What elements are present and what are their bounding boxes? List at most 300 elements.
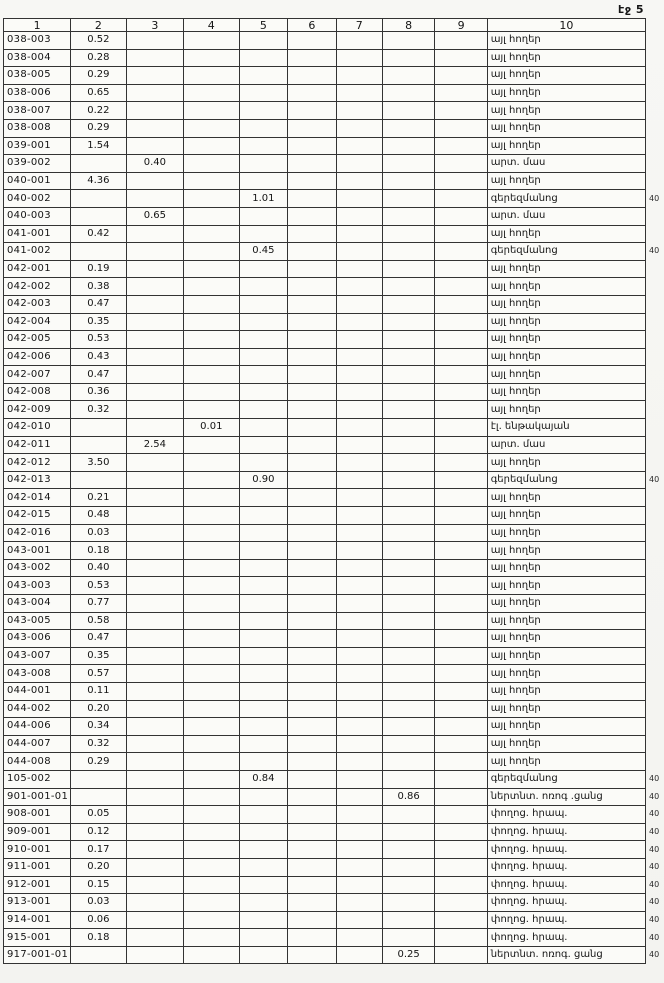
area-value-cell — [126, 735, 183, 753]
parcel-code-cell: 043-001 — [4, 542, 71, 560]
margin-note — [645, 454, 663, 472]
area-value-cell — [382, 366, 435, 384]
parcel-code-cell: 910-001 — [4, 841, 71, 859]
margin-note — [645, 278, 663, 296]
margin-note — [645, 401, 663, 419]
area-value-cell — [71, 436, 126, 454]
area-value-cell — [435, 700, 487, 718]
area-value-cell — [288, 84, 336, 102]
area-value-cell — [336, 401, 382, 419]
area-value-cell: 0.12 — [71, 823, 126, 841]
parcel-code-cell: 038-003 — [4, 32, 71, 50]
area-value-cell — [336, 507, 382, 525]
parcel-code-cell: 909-001 — [4, 823, 71, 841]
area-value-cell — [288, 313, 336, 331]
area-value-cell: 0.29 — [71, 753, 126, 771]
area-value-cell: 0.18 — [71, 542, 126, 560]
area-value-cell — [382, 735, 435, 753]
area-value-cell: 0.42 — [71, 225, 126, 243]
area-value-cell — [336, 383, 382, 401]
land-use-cell: գերեզմանոց — [487, 243, 645, 261]
area-value-cell — [336, 454, 382, 472]
area-value-cell — [288, 612, 336, 630]
area-value-cell — [336, 102, 382, 120]
area-value-cell — [336, 718, 382, 736]
land-use-cell: այլ հողեր — [487, 577, 645, 595]
margin-note: 40 — [648, 774, 660, 784]
area-value-cell — [239, 612, 288, 630]
table-row — [4, 929, 664, 947]
area-value-cell — [435, 172, 487, 190]
margin-note: 40 — [648, 862, 660, 872]
area-value-cell — [239, 49, 288, 67]
area-value-cell — [435, 383, 487, 401]
area-value-cell — [239, 260, 288, 278]
area-value-cell — [382, 155, 435, 173]
area-value-cell — [239, 119, 288, 137]
margin-note — [645, 507, 663, 525]
area-value-cell — [239, 735, 288, 753]
land-use-cell: այլ հողեր — [487, 630, 645, 648]
margin-note: 40 — [648, 827, 660, 837]
area-value-cell — [435, 753, 487, 771]
area-value-cell — [435, 806, 487, 824]
table-row — [4, 841, 664, 859]
area-value-cell — [336, 260, 382, 278]
area-value-cell — [126, 137, 183, 155]
area-value-cell — [288, 894, 336, 912]
area-value-cell — [239, 647, 288, 665]
area-value-cell — [382, 295, 435, 313]
land-use-cell: այլ հողեր — [487, 49, 645, 67]
table-row — [4, 735, 664, 753]
area-value-cell — [288, 278, 336, 296]
area-value-cell — [184, 84, 239, 102]
area-value-cell — [336, 788, 382, 806]
area-value-cell: 0.53 — [71, 577, 126, 595]
margin-note — [645, 366, 663, 384]
area-value-cell — [184, 647, 239, 665]
area-value-cell — [126, 858, 183, 876]
area-value-cell — [382, 207, 435, 225]
column-header: 9 — [435, 19, 487, 32]
parcel-code-cell: 043-003 — [4, 577, 71, 595]
parcel-code-cell: 042-007 — [4, 366, 71, 384]
area-value-cell — [239, 524, 288, 542]
table-row — [4, 102, 664, 120]
area-value-cell — [336, 682, 382, 700]
area-value-cell — [184, 665, 239, 683]
area-value-cell — [288, 858, 336, 876]
parcel-code-cell: 044-006 — [4, 718, 71, 736]
area-value-cell — [288, 243, 336, 261]
margin-note — [645, 630, 663, 648]
table-row — [4, 911, 664, 929]
area-value-cell — [288, 155, 336, 173]
parcel-code-cell: 040-002 — [4, 190, 71, 208]
area-value-cell — [184, 471, 239, 489]
area-value-cell — [184, 841, 239, 859]
area-value-cell — [71, 419, 126, 437]
margin-note: 40 — [648, 193, 660, 203]
margin-note — [645, 718, 663, 736]
area-value-cell — [184, 331, 239, 349]
area-value-cell — [382, 630, 435, 648]
area-value-cell: 0.35 — [71, 647, 126, 665]
margin-note — [645, 260, 663, 278]
area-value-cell — [239, 454, 288, 472]
area-value-cell — [435, 735, 487, 753]
area-value-cell — [126, 542, 183, 560]
column-header: 8 — [382, 19, 435, 32]
area-value-cell — [126, 718, 183, 736]
area-value-cell: 0.36 — [71, 383, 126, 401]
table-row — [4, 507, 664, 525]
area-value-cell — [382, 190, 435, 208]
area-value-cell — [239, 401, 288, 419]
margin-note: 40 — [648, 791, 660, 801]
area-value-cell — [239, 102, 288, 120]
table-row — [4, 559, 664, 577]
area-value-cell — [336, 84, 382, 102]
margin-note: 40 — [648, 809, 660, 819]
table-row — [4, 436, 664, 454]
table-row — [4, 243, 664, 261]
land-use-cell: այլ հողեր — [487, 682, 645, 700]
area-value-cell — [184, 718, 239, 736]
area-value-cell — [288, 366, 336, 384]
land-use-cell: գերեզմանոց — [487, 190, 645, 208]
area-value-cell — [336, 190, 382, 208]
table-row — [4, 700, 664, 718]
area-value-cell — [382, 225, 435, 243]
area-value-cell — [435, 401, 487, 419]
area-value-cell: 0.20 — [71, 858, 126, 876]
area-value-cell — [382, 753, 435, 771]
area-value-cell — [382, 700, 435, 718]
area-value-cell — [435, 542, 487, 560]
area-value-cell — [336, 331, 382, 349]
area-value-cell — [126, 32, 183, 50]
area-value-cell: 0.05 — [71, 806, 126, 824]
area-value-cell: 0.45 — [239, 243, 288, 261]
margin-note — [645, 331, 663, 349]
margin-note — [645, 524, 663, 542]
margin-note — [645, 753, 663, 771]
area-value-cell — [288, 119, 336, 137]
area-value-cell — [126, 612, 183, 630]
area-value-cell: 0.28 — [71, 49, 126, 67]
land-use-cell: փողոց. հրապ. — [487, 929, 645, 947]
area-value-cell — [288, 806, 336, 824]
table-row — [4, 207, 664, 225]
area-value-cell — [239, 911, 288, 929]
margin-note — [645, 647, 663, 665]
area-value-cell — [288, 735, 336, 753]
area-value-cell — [239, 507, 288, 525]
area-value-cell — [382, 436, 435, 454]
area-value-cell — [382, 858, 435, 876]
land-use-cell: այլ հողեր — [487, 102, 645, 120]
parcel-code-cell: 042-003 — [4, 295, 71, 313]
area-value-cell: 0.86 — [382, 788, 435, 806]
area-value-cell — [184, 700, 239, 718]
table-row — [4, 331, 664, 349]
parcel-code-cell: 901-001-01 — [4, 788, 71, 806]
area-value-cell: 0.25 — [382, 946, 435, 964]
area-value-cell — [184, 436, 239, 454]
area-value-cell — [382, 84, 435, 102]
area-value-cell — [126, 806, 183, 824]
area-value-cell — [288, 700, 336, 718]
area-value-cell — [184, 260, 239, 278]
area-value-cell — [239, 682, 288, 700]
margin-note: 40 — [648, 932, 660, 942]
area-value-cell — [435, 278, 487, 296]
area-value-cell — [184, 155, 239, 173]
area-value-cell — [184, 295, 239, 313]
area-value-cell — [288, 577, 336, 595]
area-value-cell — [288, 595, 336, 613]
area-value-cell — [382, 823, 435, 841]
area-value-cell — [435, 454, 487, 472]
margin-note — [645, 577, 663, 595]
area-value-cell — [288, 260, 336, 278]
area-value-cell — [435, 155, 487, 173]
area-value-cell — [288, 331, 336, 349]
area-value-cell — [126, 665, 183, 683]
table-row — [4, 295, 664, 313]
table-row — [4, 137, 664, 155]
area-value-cell — [126, 682, 183, 700]
area-value-cell — [382, 454, 435, 472]
land-use-cell: այլ հողեր — [487, 524, 645, 542]
parcel-code-cell: 038-005 — [4, 67, 71, 85]
area-value-cell — [435, 630, 487, 648]
margin-note — [645, 595, 663, 613]
area-value-cell: 4.36 — [71, 172, 126, 190]
area-value-cell — [184, 823, 239, 841]
table-row — [4, 225, 664, 243]
table-row — [4, 876, 664, 894]
land-use-cell: ներտնտ. ոռոգ. ցանց — [487, 946, 645, 964]
area-value-cell — [288, 911, 336, 929]
land-use-cell: այլ հողեր — [487, 559, 645, 577]
area-value-cell: 1.54 — [71, 137, 126, 155]
parcel-code-cell: 044-007 — [4, 735, 71, 753]
parcel-code-cell: 042-004 — [4, 313, 71, 331]
area-value-cell — [184, 243, 239, 261]
area-value-cell — [382, 243, 435, 261]
area-value-cell: 0.47 — [71, 366, 126, 384]
land-use-cell: այլ հողեր — [487, 542, 645, 560]
area-value-cell — [336, 243, 382, 261]
area-value-cell: 0.32 — [71, 401, 126, 419]
area-value-cell — [336, 419, 382, 437]
land-use-cell: այլ հողեր — [487, 401, 645, 419]
area-value-cell — [239, 436, 288, 454]
area-value-cell — [126, 823, 183, 841]
area-value-cell — [382, 841, 435, 859]
area-value-cell — [288, 559, 336, 577]
area-value-cell — [435, 507, 487, 525]
table-row — [4, 823, 664, 841]
area-value-cell — [288, 665, 336, 683]
area-value-cell: 0.52 — [71, 32, 126, 50]
area-value-cell — [239, 137, 288, 155]
margin-note — [645, 682, 663, 700]
area-value-cell — [435, 190, 487, 208]
area-value-cell: 0.90 — [239, 471, 288, 489]
area-value-cell — [435, 137, 487, 155]
area-value-cell — [184, 735, 239, 753]
area-value-cell — [239, 84, 288, 102]
area-value-cell — [184, 929, 239, 947]
area-value-cell — [336, 313, 382, 331]
parcel-code-cell: 917-001-01 — [4, 946, 71, 964]
area-value-cell — [288, 225, 336, 243]
parcel-code-cell: 043-002 — [4, 559, 71, 577]
area-value-cell — [126, 647, 183, 665]
area-value-cell — [336, 155, 382, 173]
parcel-code-cell: 043-006 — [4, 630, 71, 648]
parcel-code-cell: 041-001 — [4, 225, 71, 243]
land-use-cell: այլ հողեր — [487, 331, 645, 349]
area-value-cell — [239, 700, 288, 718]
area-value-cell — [126, 894, 183, 912]
area-value-cell: 0.77 — [71, 595, 126, 613]
table-row — [4, 753, 664, 771]
table-row — [4, 577, 664, 595]
area-value-cell — [239, 295, 288, 313]
parcel-code-cell: 913-001 — [4, 894, 71, 912]
area-value-cell: 0.65 — [126, 207, 183, 225]
table-row — [4, 366, 664, 384]
land-use-cell: այլ հողեր — [487, 225, 645, 243]
land-use-cell: փողոց. հրապ. — [487, 876, 645, 894]
area-value-cell — [435, 718, 487, 736]
area-value-cell — [239, 577, 288, 595]
area-value-cell — [336, 946, 382, 964]
parcel-code-cell: 043-007 — [4, 647, 71, 665]
area-value-cell — [435, 894, 487, 912]
table-row — [4, 630, 664, 648]
area-value-cell — [239, 542, 288, 560]
table-row — [4, 770, 664, 788]
area-value-cell — [382, 929, 435, 947]
area-value-cell — [435, 49, 487, 67]
land-use-cell: ներտնտ. ոռոգ .ցանց — [487, 788, 645, 806]
area-value-cell — [336, 735, 382, 753]
table-row — [4, 49, 664, 67]
area-value-cell — [184, 753, 239, 771]
land-use-cell: այլ հողեր — [487, 612, 645, 630]
area-value-cell — [382, 331, 435, 349]
area-value-cell — [288, 401, 336, 419]
area-value-cell: 0.48 — [71, 507, 126, 525]
area-value-cell — [382, 542, 435, 560]
area-value-cell — [126, 67, 183, 85]
area-value-cell — [336, 207, 382, 225]
area-value-cell — [126, 876, 183, 894]
margin-note — [645, 665, 663, 683]
area-value-cell — [336, 665, 382, 683]
column-header: 4 — [184, 19, 239, 32]
area-value-cell: 0.15 — [71, 876, 126, 894]
area-value-cell — [288, 67, 336, 85]
area-value-cell — [336, 67, 382, 85]
area-value-cell — [184, 524, 239, 542]
area-value-cell — [382, 383, 435, 401]
table-row — [4, 806, 664, 824]
column-header: 2 — [71, 19, 126, 32]
table-body — [4, 32, 664, 964]
margin-note — [645, 436, 663, 454]
margin-note: 40 — [648, 475, 660, 485]
area-value-cell: 0.11 — [71, 682, 126, 700]
area-value-cell — [435, 348, 487, 366]
area-value-cell — [239, 753, 288, 771]
area-value-cell — [336, 753, 382, 771]
land-use-cell: այլ հողեր — [487, 753, 645, 771]
area-value-cell — [336, 32, 382, 50]
land-use-cell: այլ հողեր — [487, 700, 645, 718]
area-value-cell — [435, 858, 487, 876]
area-value-cell — [336, 278, 382, 296]
area-value-cell — [288, 841, 336, 859]
area-value-cell — [126, 49, 183, 67]
parcel-code-cell: 042-006 — [4, 348, 71, 366]
area-value-cell — [184, 876, 239, 894]
area-value-cell — [336, 647, 382, 665]
area-value-cell — [184, 102, 239, 120]
table-row — [4, 401, 664, 419]
area-value-cell — [184, 278, 239, 296]
area-value-cell — [382, 172, 435, 190]
parcel-code-cell: 042-002 — [4, 278, 71, 296]
land-use-cell: այլ հողեր — [487, 260, 645, 278]
table-row — [4, 595, 664, 613]
area-value-cell — [184, 225, 239, 243]
area-value-cell: 0.84 — [239, 770, 288, 788]
area-value-cell — [435, 313, 487, 331]
margin-note — [645, 155, 663, 173]
parcel-code-cell: 042-005 — [4, 331, 71, 349]
column-header: 3 — [126, 19, 183, 32]
area-value-cell — [288, 630, 336, 648]
area-value-cell: 3.50 — [71, 454, 126, 472]
area-value-cell: 0.35 — [71, 313, 126, 331]
parcel-code-cell: 038-004 — [4, 49, 71, 67]
area-value-cell — [126, 507, 183, 525]
area-value-cell — [126, 348, 183, 366]
area-value-cell: 0.01 — [184, 419, 239, 437]
area-value-cell — [435, 32, 487, 50]
area-value-cell — [382, 67, 435, 85]
area-value-cell — [126, 630, 183, 648]
area-value-cell — [239, 313, 288, 331]
margin-note: 40 — [648, 914, 660, 924]
area-value-cell — [239, 929, 288, 947]
area-value-cell — [71, 243, 126, 261]
parcel-code-cell: 044-008 — [4, 753, 71, 771]
area-value-cell: 0.32 — [71, 735, 126, 753]
area-value-cell — [336, 630, 382, 648]
land-use-cell: փողոց. հրապ. — [487, 823, 645, 841]
area-value-cell: 0.47 — [71, 630, 126, 648]
area-value-cell — [288, 207, 336, 225]
area-value-cell — [288, 718, 336, 736]
